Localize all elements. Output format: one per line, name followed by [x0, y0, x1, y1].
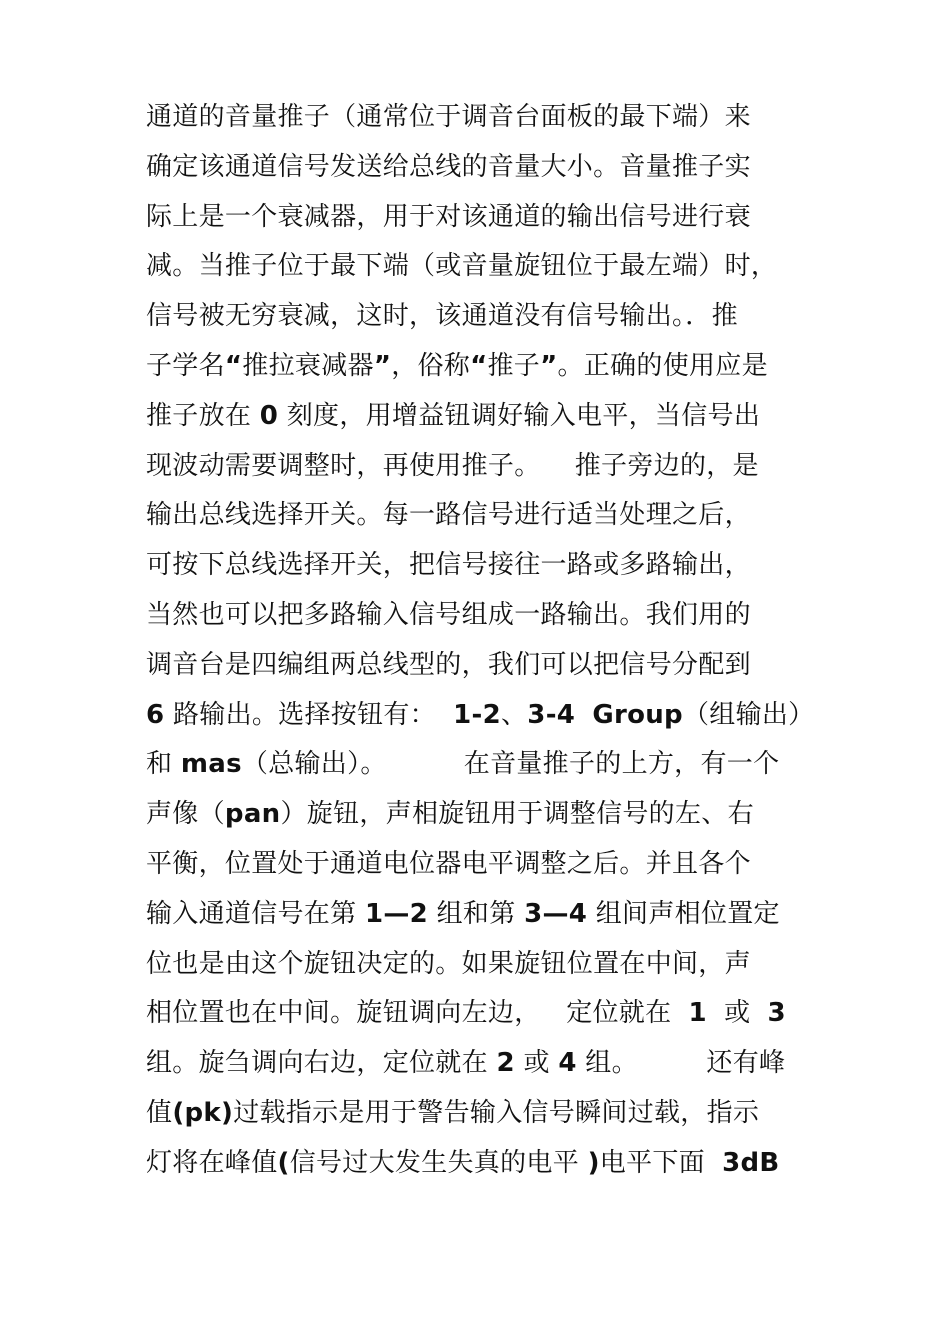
text-line-9: 输出总线选择开关。每一路信号进行适当处理之后，: [146, 500, 751, 531]
text-line-4: 减。当推子位于最下端（或音量旋钮位于最左端）时，: [146, 251, 778, 282]
text-line-18: 位也是由这个旋钮决定的。如果旋钮位置在中间，声: [146, 948, 751, 979]
text-line-19: 相位置也在中间。旋钮调向左边， 定位就在 1 或 3: [146, 998, 786, 1029]
text-line-10: 可按下总线选择开关，把信号接往一路或多路输出，: [146, 550, 751, 581]
text-line-16: 平衡，位置处于通道电位器电平调整之后。并且各个: [146, 848, 751, 879]
text-line-5: 信号被无穷衰减，这时，该通道没有信号输出。．推: [146, 301, 738, 332]
text-line-13: 6 路输出。选择按钮有： 1-2、3-4 Group（组输出）: [146, 699, 815, 730]
text-line-12: 调音台是四编组两总线型的，我们可以把信号分配到: [146, 649, 751, 680]
text-line-1: 通道的音量推子（通常位于调音台面板的最下端）来: [146, 102, 751, 132]
text-line-14: 和 mas（总输出）。 在音量推子的上方，有一个: [146, 749, 780, 780]
text-line-6: 子学名“推拉衰减器”，俗称“推子”。正确的使用应是: [146, 350, 768, 381]
text-line-17: 输入通道信号在第 1—2 组和第 3—4 组间声相位置定: [146, 898, 780, 929]
text-line-7: 推子放在 0 刻度，用增益钮调好输入电平，当信号出: [146, 400, 761, 431]
document-body: [146, 93, 826, 1189]
text-line-15: 声像（pan）旋钮，声相旋钮用于调整信号的左、右: [146, 799, 754, 830]
text-line-8: 现波动需要调整时，再使用推子。 推子旁边的，是: [146, 450, 759, 481]
text-line-3: 际上是一个衰减器，用于对该通道的输出信号进行衰: [146, 201, 751, 232]
text-line-21: 值(pk)过载指示是用于警告输入信号瞬间过载，指示: [146, 1097, 760, 1128]
text-line-20: 组。旋刍调向右边，定位就在 2 或 4 组。 还有峰: [146, 1048, 786, 1079]
text-line-22: 灯将在峰值(信号过大发生失真的电平 )电平下面 3dB: [146, 1147, 780, 1178]
text-line-11: 当然也可以把多路输入信号组成一路输出。我们用的: [146, 599, 751, 630]
text-line-2: 确定该通道信号发送给总线的音量大小。音量推子实: [146, 151, 751, 182]
